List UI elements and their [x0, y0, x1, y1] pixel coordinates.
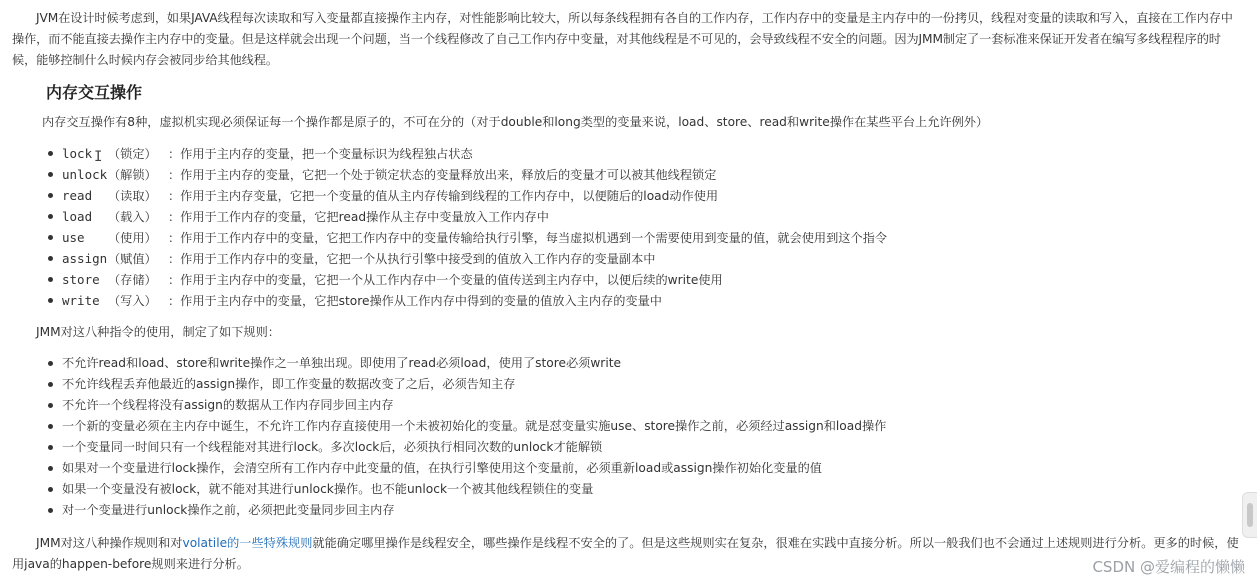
volatile-rules-link[interactable]: volatile的一些特殊规则 [182, 536, 313, 550]
article-body [12, 0, 1244, 575]
list-item [12, 143, 1244, 164]
operations-list [12, 143, 1244, 311]
operation-cn-name: （使用） [108, 231, 157, 245]
closing-text-after: 就能确定哪里操作是线程安全，哪些操作是线程不安全的了。但是这些规则实在复杂，很难在实践中直接分析。所以一般我们也不会通过上述规则进行分析。更多的时候，使用java的happen-before规则来进行分析。 [12, 536, 1239, 571]
closing-paragraph [12, 533, 1244, 575]
list-item: 不允许线程丢弃他最近的assign操作，即工作变量的数据改变了之后，必须告知主存 [12, 374, 1244, 395]
list-item [12, 227, 1244, 248]
intro-paragraph: JVM在设计时候考虑到，如果JAVA线程每次读取和写入变量都直接操作主内存，对性能影响比较大，所以每条线程拥有各自的工作内存，工作内存中的变量是主内存中的一份拷贝，线程对变量的读取和写入，直接在工作内存中操作，而不能直接去操作主内存中的变量。但是这样就会出现一个问题，当一个线程修改了自己工作内存中变量，对其他线程是不可见的，会导致线程不安全的问题。因为JMM制定了一套标准来保证开发者在编写多线程程序的时候，能够控制什么时候内存会被同步给其他线程。 [12, 11, 1233, 67]
list-item [12, 185, 1244, 206]
list-item [12, 269, 1244, 290]
list-item: 如果对一个变量进行lock操作，会清空所有工作内存中此变量的值，在执行引擎使用这个变量前，必须重新load或assign操作初始化变量的值 [12, 458, 1244, 479]
list-item: 不允许一个线程将没有assign的数据从工作内存同步回主内存 [12, 395, 1244, 416]
list-item: 如果一个变量没有被lock，就不能对其进行unlock操作。也不能unlock一个被其他线程锁住的变量 [12, 479, 1244, 500]
list-item: 一个变量同一时间只有一个线程能对其进行lock。多次lock后，必须执行相同次数的unlock才能解锁 [12, 437, 1244, 458]
operation-cn-name: （存储） [108, 273, 157, 287]
operation-name: load [62, 209, 93, 224]
list-item: 不允许read和load、store和write操作之一单独出现。即使用了read必须load，使用了store必须write [12, 353, 1244, 374]
text-cursor-icon: I [94, 149, 103, 165]
section-description: 内存交互操作有8种，虚拟机实现必须保证每一个操作都是原子的，不可在分的（对于double和long类型的变量来说，load、store、read和write操作在某些平台上允许例外） [42, 115, 989, 129]
operation-cn-name: （载入） [108, 210, 157, 224]
operation-name: unlock [62, 167, 108, 182]
list-item [12, 248, 1244, 269]
closing-text-before: JMM对这八种操作规则和对 [36, 536, 183, 550]
section-title: 内存交互操作 [46, 83, 143, 102]
list-item [12, 164, 1244, 185]
operation-cn-name: （赋值） [108, 252, 157, 266]
operation-description: ：作用于主内存的变量，它把一个处于锁定状态的变量释放出来，释放后的变量才可以被其他线程锁定 [168, 168, 717, 182]
operation-description: ：作用于工作内存的变量，它把read操作从主存中变量放入工作内存中 [168, 210, 549, 224]
operation-cn-name: （读取） [108, 189, 157, 203]
operation-cn-name: （写入） [108, 294, 157, 308]
operation-name: assign [62, 251, 108, 266]
operation-description: ：作用于主内存中的变量，它把store操作从工作内存中得到的变量的值放入主内存的变量中 [168, 294, 662, 308]
list-item: 一个新的变量必须在主内存中诞生，不允许工作内存直接使用一个未被初始化的变量。就是怼变量实施use、store操作之前，必须经过assign和load操作 [12, 416, 1244, 437]
list-item: 对一个变量进行unlock操作之前，必须把此变量同步回主内存 [12, 500, 1244, 521]
side-scroll-handle[interactable] [1242, 492, 1257, 538]
operation-name: read [62, 188, 93, 203]
rules-list [12, 353, 1244, 521]
scroll-thumb[interactable] [1247, 503, 1253, 527]
operation-description: ：作用于主内存中的变量，它把一个从工作内存中一个变量的值传送到主内存中，以便后续的write使用 [168, 273, 723, 287]
operation-name: store [62, 272, 100, 287]
csdn-watermark: CSDN @爱编程的懒懒 [1092, 558, 1245, 576]
list-item [12, 290, 1244, 311]
operation-description: ：作用于主内存变量，它把一个变量的值从主内存传输到线程的工作内存中，以便随后的load动作使用 [168, 189, 719, 203]
list-item [12, 206, 1244, 227]
operation-cn-name: （锁定） [108, 147, 157, 161]
operation-name: use [62, 230, 85, 245]
operation-description: ：作用于主内存的变量，把一个变量标识为线程独占状态 [168, 147, 473, 161]
operation-name: lock [62, 146, 93, 161]
operation-description: ：作用于工作内存中的变量，它把一个从执行引擎中接受到的值放入工作内存的变量副本中 [168, 252, 656, 266]
operation-description: ：作用于工作内存中的变量，它把工作内存中的变量传输给执行引擎，每当虚拟机遇到一个需要使用到变量的值，就会使用到这个指令 [168, 231, 888, 245]
operation-cn-name: （解锁） [108, 168, 157, 182]
operation-name: write [62, 293, 100, 308]
rules-intro: JMM对这八种指令的使用，制定了如下规则： [36, 325, 280, 339]
